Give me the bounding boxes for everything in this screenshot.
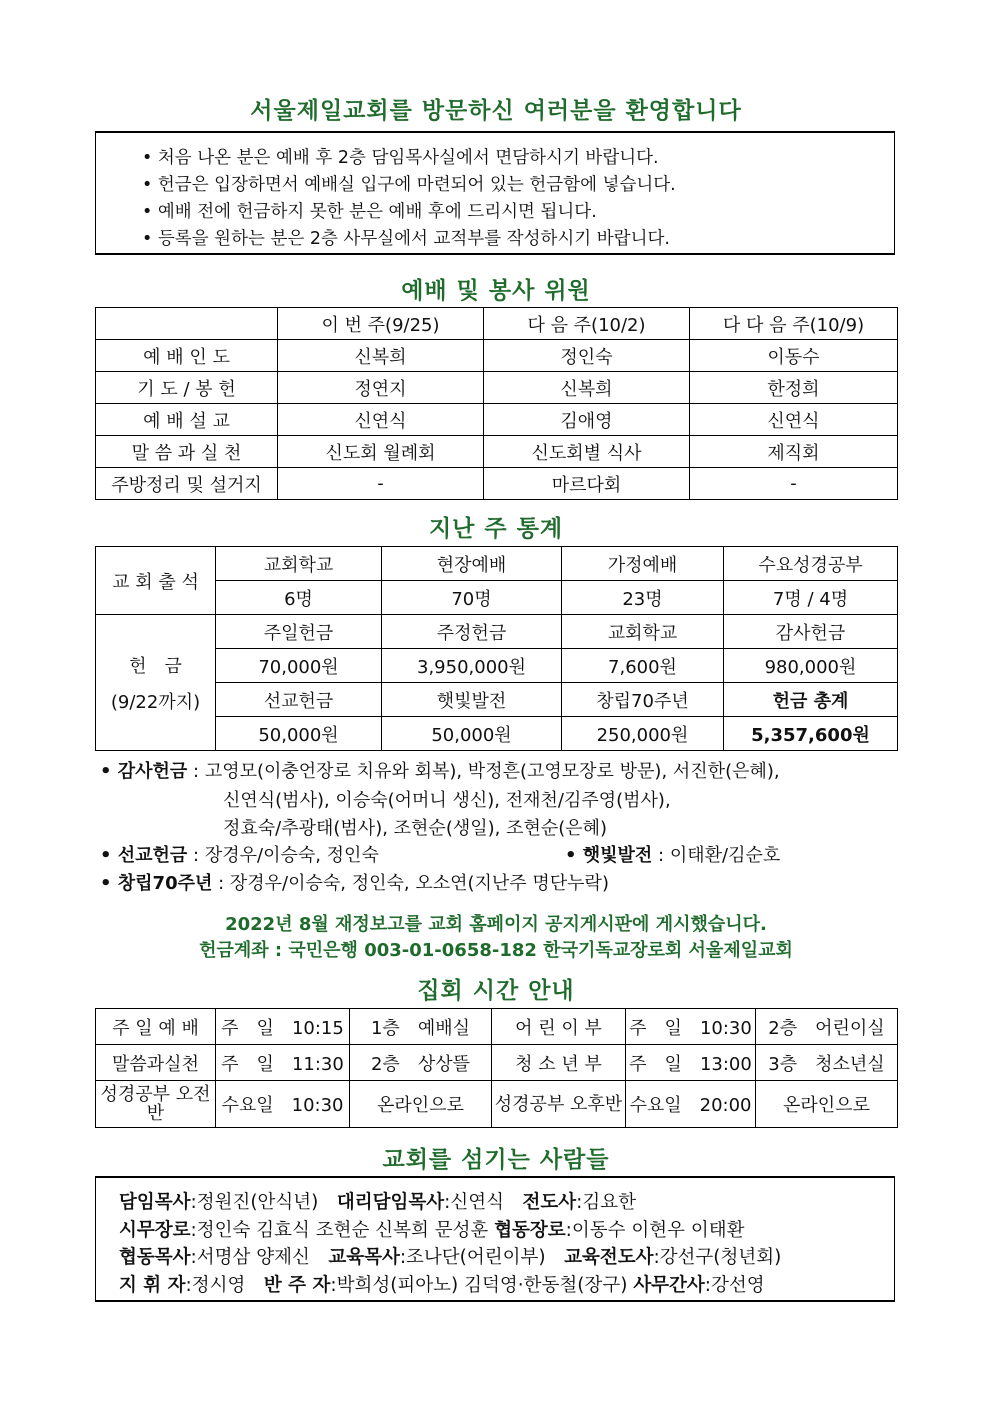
- service-header-cell: 다 음 주(10/2): [484, 308, 690, 340]
- table-cell: 교회학교: [216, 547, 382, 581]
- role-cell: 기 도 / 봉 헌: [96, 372, 278, 404]
- meeting-time: 주 일 11:30: [216, 1045, 350, 1081]
- solar-note: [565, 841, 780, 870]
- table-row: [96, 649, 898, 683]
- thanks-note: [100, 757, 780, 786]
- table-cell: 70,000원: [216, 649, 382, 683]
- table-cell: 창립70주년: [562, 683, 724, 717]
- welcome-line: • 헌금은 입장하면서 예배실 입구에 마련되어 있는 헌금함에 넣습니다.: [142, 175, 676, 195]
- staff-role: 시무장로: [119, 1219, 191, 1241]
- anniversary-label: • 창립70주년: [100, 873, 213, 894]
- table-cell: 23명: [562, 581, 724, 615]
- table-row: [96, 615, 898, 649]
- welcome-title: 서울제일교회를 방문하신 여러분을 환영합니다: [250, 98, 742, 124]
- staff-line: [96, 1272, 894, 1300]
- table-cell: 신도회별 식사: [484, 436, 690, 468]
- staff-role: 반 주 자: [263, 1274, 331, 1296]
- meeting-name: 말씀과실천: [96, 1045, 216, 1081]
- staff-names: :조나단(어린이부): [399, 1247, 565, 1268]
- table-row: [96, 547, 898, 581]
- table-cell: -: [690, 468, 898, 500]
- solar-text: : 이태환/김순호: [652, 845, 781, 866]
- table-cell: 신연식: [690, 404, 898, 436]
- meeting-name: 주 일 예 배: [96, 1009, 216, 1045]
- anniversary-note: [100, 869, 609, 898]
- table-cell: 3,950,000원: [382, 649, 562, 683]
- table-cell: 햇빛발전: [382, 683, 562, 717]
- meetings-table: [95, 1008, 898, 1128]
- table-row: [96, 1009, 898, 1045]
- table-cell: 7,600원: [562, 649, 724, 683]
- service-header-cell: 다 다 음 주(10/9): [690, 308, 898, 340]
- table-cell: 수요성경공부: [724, 547, 898, 581]
- meeting-name: 성경공부 오후반: [492, 1081, 626, 1128]
- service-header-row: [96, 308, 898, 340]
- offering-account-notice: 헌금계좌 : 국민은행 003-01-0658-182 한국기독교장로회 서울제일교회: [199, 940, 793, 961]
- offering-notes: [100, 757, 900, 897]
- attendance-label: 교 회 출 석: [96, 547, 216, 615]
- offering-label-text: 헌 금: [129, 655, 182, 677]
- table-row: [96, 468, 898, 500]
- table-cell: 50,000원: [382, 717, 562, 751]
- table-cell: 주일헌금: [216, 615, 382, 649]
- staff-role: 협동장로: [494, 1219, 566, 1241]
- table-row: [96, 372, 898, 404]
- thanks-text: : 고영모(이충언장로 치유와 회복), 박정흔(고영모장로 방문), 서진한(은혜),: [187, 761, 780, 782]
- staff-role: 담임목사: [119, 1192, 191, 1213]
- total-value-cell: 5,357,600원: [724, 717, 898, 751]
- table-cell: 마르다회: [484, 468, 690, 500]
- table-cell: 감사헌금: [724, 615, 898, 649]
- stats-table: [95, 546, 898, 751]
- table-cell: 신복희: [484, 372, 690, 404]
- role-cell: 말 씀 과 실 천: [96, 436, 278, 468]
- welcome-line: • 처음 나온 분은 예배 후 2층 담임목사실에서 면담하시기 바랍니다.: [142, 148, 659, 168]
- table-row: [96, 717, 898, 751]
- finance-report-notice: 2022년 8월 재정보고를 교회 홈페이지 공지게시판에 게시했습니다.: [225, 914, 767, 935]
- meeting-name: 어 린 이 부: [492, 1009, 626, 1045]
- staff-names: :이동수 이현우 이태환: [565, 1219, 745, 1241]
- meeting-time: 수요일 10:30: [216, 1081, 350, 1128]
- table-row: [96, 340, 898, 372]
- table-cell: -: [278, 468, 484, 500]
- staff-names: :서명삼 양제신: [190, 1247, 329, 1268]
- table-row: [96, 404, 898, 436]
- staff-role: 사무간사: [633, 1274, 705, 1296]
- staff-names: :박희성(피아노) 김덕영·한동철(장구): [330, 1274, 634, 1296]
- meeting-place: 1층 예배실: [350, 1009, 492, 1045]
- table-cell: 980,000원: [724, 649, 898, 683]
- table-row: [96, 1045, 898, 1081]
- meetings-title: 집회 시간 안내: [417, 978, 575, 1004]
- table-cell: 250,000원: [562, 717, 724, 751]
- table-cell: 정연지: [278, 372, 484, 404]
- welcome-line: • 등록을 원하는 분은 2층 사무실에서 교적부를 작성하시기 바랍니다.: [142, 229, 670, 249]
- role-cell: 주방정리 및 설거지: [96, 468, 278, 500]
- table-cell: 주정헌금: [382, 615, 562, 649]
- staff-names: :강선영: [704, 1274, 765, 1296]
- welcome-box: [95, 131, 895, 255]
- staff-names: :정인숙 김효식 조현순 신복희 문성훈: [190, 1219, 495, 1241]
- anniversary-text: : 장경우/이승숙, 정인숙, 오소연(지난주 명단누락): [212, 873, 609, 894]
- table-cell: 한정희: [690, 372, 898, 404]
- service-header-cell: 이 번 주(9/25): [278, 308, 484, 340]
- meeting-place: 온라인으로: [756, 1081, 898, 1128]
- role-cell: 예 배 설 교: [96, 404, 278, 436]
- thanks-line2: 신연식(범사), 이승숙(어머니 생신), 전재천/김주영(범사),: [223, 790, 671, 811]
- table-row: [96, 683, 898, 717]
- staff-names: :김요한: [576, 1192, 636, 1213]
- total-label-cell: 헌금 총계: [724, 683, 898, 717]
- staff-names: :정원진(안식년): [190, 1192, 337, 1213]
- service-title: 예배 및 봉사 위원: [401, 278, 591, 304]
- table-cell: 선교헌금: [216, 683, 382, 717]
- mission-label: • 선교헌금: [100, 845, 188, 866]
- table-cell: 신연식: [278, 404, 484, 436]
- table-row: [96, 436, 898, 468]
- staff-names: :정시영: [185, 1274, 264, 1296]
- table-cell: 가정예배: [562, 547, 724, 581]
- meeting-time: 주 일 10:15: [216, 1009, 350, 1045]
- staff-names: :강선구(청년회): [653, 1247, 782, 1268]
- meeting-place: 2층 어린이실: [756, 1009, 898, 1045]
- table-cell: 7명 / 4명: [724, 581, 898, 615]
- staff-names: :신연식: [444, 1192, 523, 1213]
- staff-box: [95, 1176, 895, 1302]
- meeting-time: 주 일 13:00: [626, 1045, 756, 1081]
- meeting-name: 청 소 년 부: [492, 1045, 626, 1081]
- staff-title: 교회를 섬기는 사람들: [382, 1147, 610, 1173]
- meeting-place: 3층 청소년실: [756, 1045, 898, 1081]
- table-cell: 50,000원: [216, 717, 382, 751]
- mission-note: [100, 841, 379, 870]
- table-cell: 6명: [216, 581, 382, 615]
- staff-role: 대리담임목사: [336, 1192, 445, 1213]
- table-cell: 교회학교: [562, 615, 724, 649]
- table-cell: 현장예배: [382, 547, 562, 581]
- table-row: [96, 1081, 898, 1128]
- staff-role: 교육목사: [328, 1247, 400, 1268]
- service-table: [95, 307, 898, 500]
- welcome-line: • 예배 전에 헌금하지 못한 분은 예배 후에 드리시면 됩니다.: [142, 202, 597, 222]
- staff-role: 교육전도사: [564, 1247, 654, 1268]
- staff-role: 전도사: [522, 1192, 577, 1213]
- table-cell: 신복희: [278, 340, 484, 372]
- table-cell: 정인숙: [484, 340, 690, 372]
- staff-line: [96, 1189, 894, 1217]
- meeting-place: 2층 상상뜰: [350, 1045, 492, 1081]
- meeting-time: 주 일 10:30: [626, 1009, 756, 1045]
- meeting-name: 성경공부 오전반: [96, 1081, 216, 1128]
- meeting-time: 수요일 20:00: [626, 1081, 756, 1128]
- table-cell: 제직회: [690, 436, 898, 468]
- offering-label: [96, 615, 216, 751]
- stats-title: 지난 주 통계: [428, 516, 564, 542]
- meeting-place: 온라인으로: [350, 1081, 492, 1128]
- service-header-cell: [96, 308, 278, 340]
- table-cell: 김애영: [484, 404, 690, 436]
- thanks-label: • 감사헌금: [100, 761, 188, 782]
- solar-label: • 햇빛발전: [565, 845, 653, 866]
- table-cell: 70명: [382, 581, 562, 615]
- staff-line: [96, 1244, 894, 1272]
- mission-text: : 장경우/이승숙, 정인숙: [187, 845, 379, 866]
- staff-line: [96, 1217, 894, 1245]
- thanks-line3: 정효숙/추광태(범사), 조현순(생일), 조현순(은혜): [223, 818, 608, 839]
- offering-period: (9/22까지): [110, 691, 201, 713]
- table-row: [96, 581, 898, 615]
- role-cell: 예 배 인 도: [96, 340, 278, 372]
- table-cell: 신도회 월례회: [278, 436, 484, 468]
- staff-role: 협동목사: [119, 1247, 191, 1268]
- staff-role: 지 휘 자: [119, 1274, 186, 1296]
- table-cell: 이동수: [690, 340, 898, 372]
